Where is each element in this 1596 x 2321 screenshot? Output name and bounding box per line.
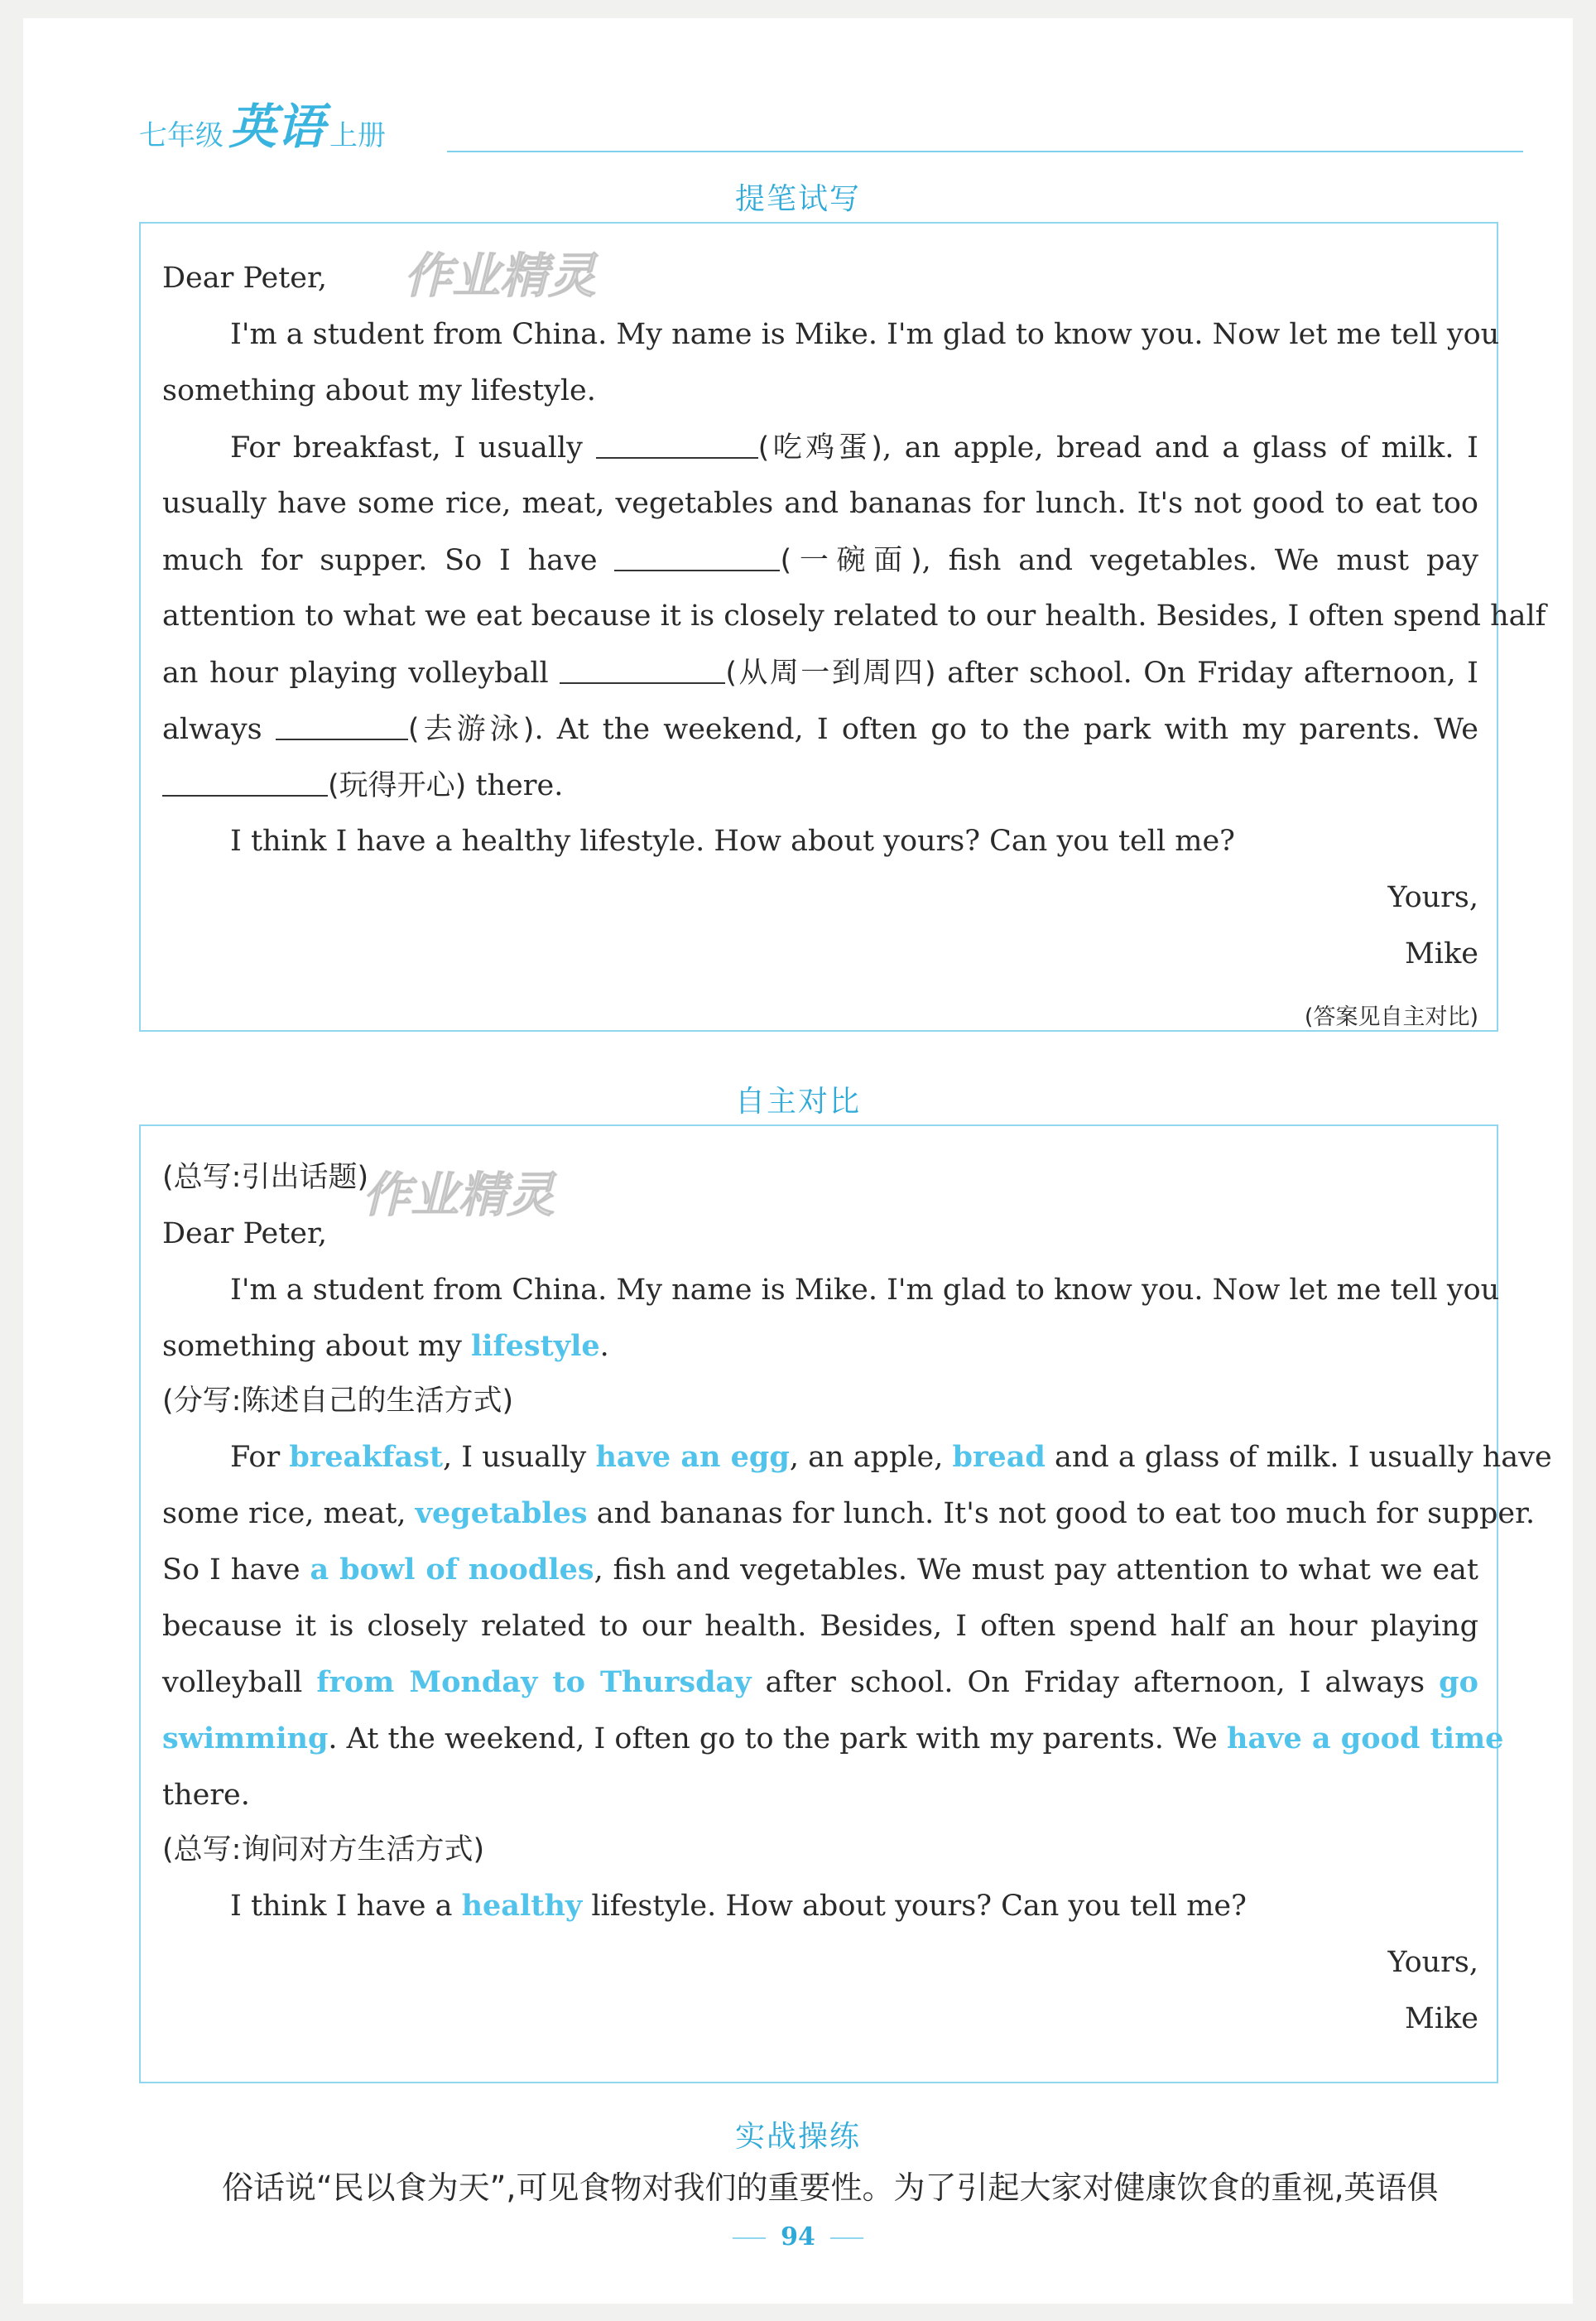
answer-text: go — [1439, 1665, 1478, 1699]
letter-line: For breakfast, I usually have an egg, an apple, bread and a glass of milk. I usually have — [230, 1440, 1552, 1474]
letter-line: something about my lifestyle. — [162, 1329, 609, 1363]
answer-text: from Monday to Thursday — [316, 1665, 752, 1699]
answer-text: healthy — [461, 1889, 583, 1923]
letter-signature: Mike — [1405, 2002, 1478, 2035]
letter-greeting: Dear Peter, — [162, 262, 327, 295]
letter-line: some rice, meat, vegetables and bananas for lunch. It's not good to eat too much for supper. — [162, 1496, 1536, 1530]
header-subject: 英语 — [228, 99, 325, 155]
letter-line: volleyball from Monday to Thursday after school. On Friday afternoon, I always go — [162, 1665, 1478, 1699]
answer-text: bread — [952, 1440, 1046, 1474]
letter-line: I'm a student from China. My name is Mike. I'm glad to know you. Now let me tell you — [230, 1274, 1500, 1307]
letter-line: usually have some rice, meat, vegetables and bananas for lunch. It's not good to eat too — [162, 487, 1478, 520]
page — [23, 18, 1573, 2304]
watermark: 作业精灵 — [363, 1167, 555, 1223]
outline-label: (总写:引出话题) — [162, 1161, 369, 1194]
answer-text: swimming — [162, 1721, 329, 1755]
letter-line: I think I have a healthy lifestyle. How about yours? Can you tell me? — [230, 1889, 1247, 1923]
letter-line: So I have a bowl of noodles, fish and vegetables. We must pay attention to what we eat — [162, 1553, 1478, 1587]
answer-blank[interactable] — [596, 429, 758, 459]
letter-line: For breakfast, I usually (吃鸡蛋), an apple, bread and a glass of milk. I — [230, 429, 1478, 465]
letter-greeting: Dear Peter, — [162, 1217, 327, 1250]
answer-blank[interactable] — [560, 654, 725, 684]
page-number-dash — [733, 2237, 766, 2239]
letter-line: swimming. At the weekend, I often go to the park with my parents. We have a good time — [162, 1721, 1504, 1755]
answer-text: vegetables — [415, 1496, 588, 1530]
header-rule — [447, 151, 1523, 152]
letter-line: I'm a student from China. My name is Mike. I'm glad to know you. Now let me tell you — [230, 318, 1500, 351]
letter-line: much for supper. So I have (一碗面), fish and vegetables. We must pay — [162, 542, 1478, 578]
letter-closing: Yours, — [1387, 881, 1478, 914]
answer-text: breakfast — [289, 1440, 444, 1474]
answer-blank[interactable] — [614, 542, 780, 571]
section-title-practice: 实战操练 — [734, 2120, 861, 2154]
page-number — [23, 2222, 1573, 2251]
answer-blank[interactable] — [276, 710, 408, 740]
letter-line: attention to what we eat because it is closely related to our health. Besides, I often spend half — [162, 600, 1546, 633]
outline-label: (分写:陈述自己的生活方式) — [162, 1384, 514, 1418]
letter-line: I think I have a healthy lifestyle. How about yours? Can you tell me? — [230, 825, 1235, 858]
answer-blank[interactable] — [162, 767, 328, 797]
header-volume: 上册 — [329, 119, 387, 152]
watermark: 作业精灵 — [404, 248, 597, 304]
section-title-compare: 自主对比 — [734, 1085, 861, 1119]
answer-text: a bowl of noodles — [310, 1553, 594, 1587]
practice-prompt: 俗话说“民以食为天”,可见食物对我们的重要性。为了引起大家对健康饮食的重视,英语俱 — [222, 2169, 1439, 2206]
answer-text: have a good time — [1227, 1721, 1504, 1755]
outline-label: (总写:询问对方生活方式) — [162, 1833, 485, 1866]
running-head — [139, 99, 387, 155]
answer-text: have an egg — [595, 1440, 790, 1474]
page-number-dash — [830, 2237, 863, 2239]
letter-line: there. — [162, 1779, 250, 1812]
page-number-text: 94 — [781, 2222, 815, 2251]
header-grade: 七年级 — [139, 119, 224, 152]
letter-line: because it is closely related to our health. Besides, I often spend half an hour playing — [162, 1610, 1478, 1643]
model-letter-box — [139, 1124, 1552, 2083]
answer-note: (答案见自主对比) — [1304, 1004, 1478, 1030]
letter-line: (玩得开心) there. — [162, 767, 1478, 803]
draft-letter-box — [139, 222, 1546, 1032]
letter-line: an hour playing volleyball (从周一到周四) after school. On Friday afternoon, I — [162, 654, 1478, 691]
letter-line: always (去游泳). At the weekend, I often go to the park with my parents. We — [162, 710, 1478, 747]
answer-text: lifestyle — [470, 1329, 600, 1363]
letter-line: something about my lifestyle. — [162, 374, 596, 407]
letter-signature: Mike — [1405, 937, 1478, 970]
letter-closing: Yours, — [1387, 1946, 1478, 1979]
section-title-draft: 提笔试写 — [734, 182, 861, 216]
